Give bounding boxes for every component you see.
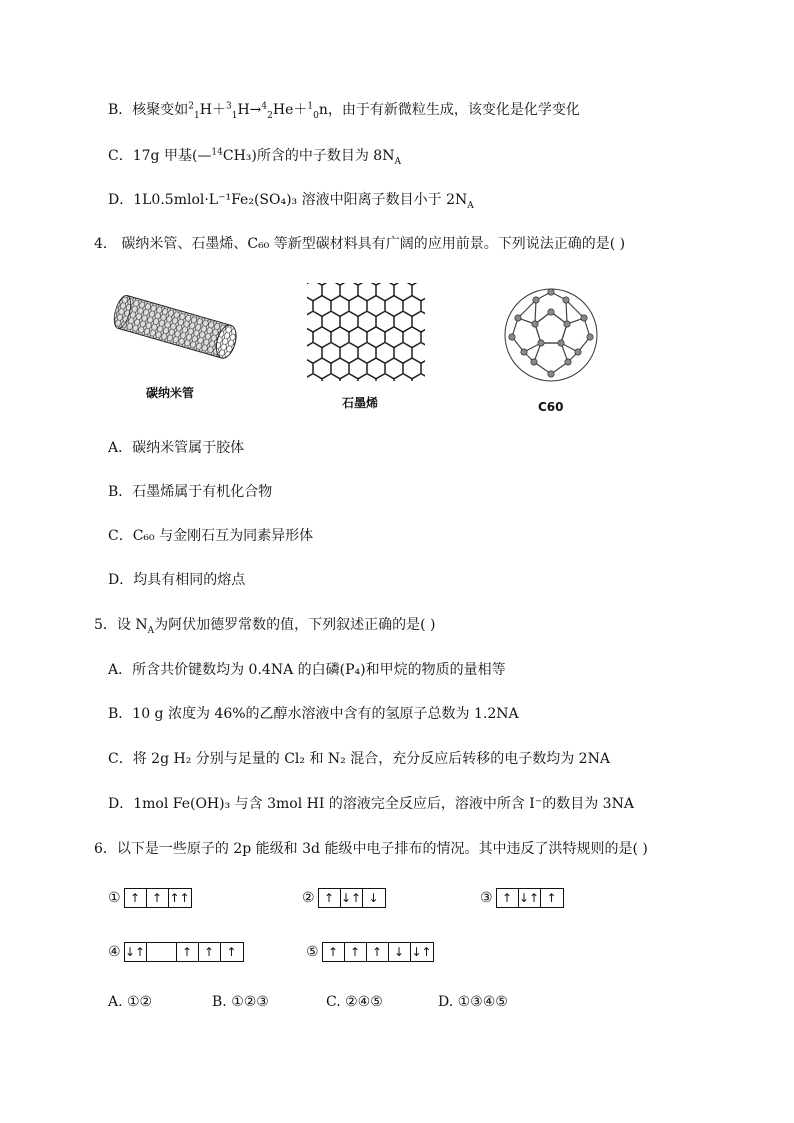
diagram-label: ⑤: [306, 944, 319, 960]
diagram-label: ④: [108, 944, 121, 960]
q5-option-b: B．10 g 浓度为 46%的乙醇水溶液中含有的氢原子总数为 1.2NA: [108, 706, 519, 722]
q4-stem: 4． 碳纳米管、石墨烯、C₆₀ 等新型碳材料具有广阔的应用前景。下列说法正确的是( ): [94, 236, 626, 252]
q5-stem-sub: A: [147, 625, 155, 636]
c60-figure: [498, 282, 604, 388]
q3-option-d-text: D．1L0.5mlol·L⁻¹Fe₂(SO₄)₃ 溶液中阳离子数目小于 2N: [108, 192, 468, 208]
fig-label-nanotube: 碳纳米管: [146, 386, 195, 400]
q6-choice-a: A. ①②: [108, 994, 153, 1010]
fig-label-c60: C60: [538, 400, 564, 414]
orbital-box: ↑: [546, 891, 557, 905]
q5-option-c: C．将 2g H₂ 分别与足量的 Cl₂ 和 N₂ 混合，充分反应后转移的电子数均为 2NA: [108, 751, 610, 767]
q3-option-b-prefix: B．核聚变如: [108, 102, 189, 118]
q5-stem-suffix: 为阿伏加德罗常数的值，下列叙述正确的是( ): [154, 617, 436, 633]
q6-choice-d: D. ①③④⑤: [438, 994, 508, 1010]
orbital-diagram-4: [108, 942, 244, 962]
q6-stem: 6．以下是一些原子的 2p 能级和 3d 能级中电子排布的情况。其中违反了洪特规则的是( ): [94, 841, 648, 857]
q5-option-d: D．1mol Fe(OH)₃ 与含 3mol HI 的溶液完全反应后，溶液中所含 I⁻的数目为 3NA: [108, 796, 634, 812]
q5-stem-prefix: 5．设 N: [94, 617, 148, 633]
fig-label-graphene: 石墨烯: [342, 396, 379, 410]
q3-option-b: B．核聚变如$^2_1$H＋$^3_1$H→$^4_2$He＋$^1_0$n，由于有新微粒生成，该变化是化学变化: [108, 101, 580, 121]
orbital-box: ↑: [345, 943, 367, 961]
diagram-label: ③: [480, 890, 493, 906]
carbon-nanotube-figure: [110, 288, 240, 368]
q5-option-a: A．所含共价键数均为 0.4NA 的白磷(P₄)和甲烷的物质的量相等: [108, 662, 506, 678]
diagram-label: ①: [108, 890, 121, 906]
orbital-box: ↑: [319, 889, 341, 907]
orbital-box: ↑: [323, 943, 345, 961]
q6-choice-c: C. ②④⑤: [326, 994, 383, 1010]
q6-choice-b: B. ①②③: [212, 994, 269, 1010]
orbital-box: ↑: [177, 943, 199, 961]
orbital-diagram-3: [480, 888, 564, 908]
orbital-box: ↑↑: [169, 891, 190, 905]
q4-option-b: B．石墨烯属于有机化合物: [108, 484, 273, 500]
orbital-box: ↑: [367, 943, 389, 961]
q4-option-d: D．均具有相同的熔点: [108, 572, 246, 588]
orbital-box: ↑: [125, 889, 147, 907]
orbital-box: ↑: [199, 943, 221, 961]
q4-option-a: A．碳纳米管属于胶体: [108, 440, 245, 456]
orbital-box: ↓↑: [341, 891, 362, 905]
orbital-box: ↓: [389, 943, 411, 961]
q3-option-c-sub: A: [394, 156, 401, 167]
orbital-box: ↓↑: [125, 945, 146, 959]
orbital-diagram-2: [302, 888, 386, 908]
orbital-box: ↓: [368, 891, 379, 905]
diagram-label: ②: [302, 890, 315, 906]
orbital-box: ↑: [497, 889, 519, 907]
orbital-box: ↑: [147, 889, 169, 907]
graphene-figure: [304, 280, 428, 384]
orbital-diagram-1: [108, 888, 192, 908]
q3-option-c: C．17g 甲基(—$^{14}$CH₃)所含的中子数目为 $8N_A$: [108, 147, 401, 167]
orbital-diagram-5: [306, 942, 434, 962]
q3-option-d: [108, 190, 474, 210]
q3-option-c-prefix: C．17g 甲基(—: [108, 148, 212, 164]
q3-option-c-suffix: CH₃)所含的中子数目为 8N: [222, 148, 395, 164]
q3-option-d-sub: A: [467, 200, 474, 211]
orbital-box: [147, 943, 177, 961]
orbital-box: ↓↑: [411, 945, 432, 959]
orbital-box: ↑: [226, 945, 237, 959]
q3-option-b-suffix: ，由于有新微粒生成，该变化是化学变化: [327, 102, 580, 118]
q4-option-c: C．C₆₀ 与金刚石互为同素异形体: [108, 528, 314, 544]
q5-stem: [94, 615, 435, 635]
orbital-box: ↓↑: [519, 891, 540, 905]
